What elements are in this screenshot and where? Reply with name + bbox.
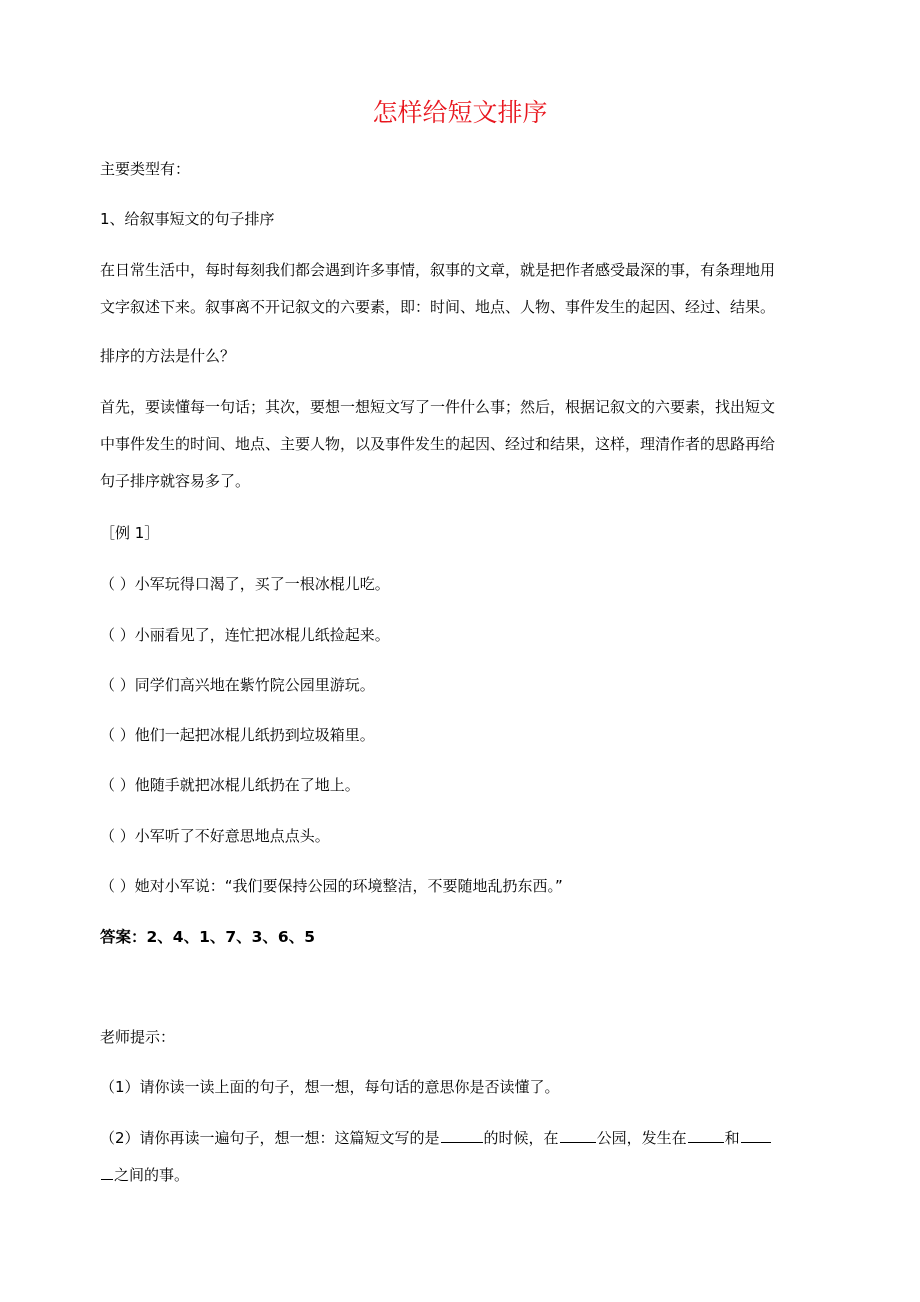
list-item: （ ）她对小军说：“我们要保持公园的环境整洁，不要随地乱扔东西。”	[100, 877, 563, 895]
tip-2-part-1: （2）请你再读一遍句子，想一想：这篇短文写的是	[100, 1129, 440, 1147]
tip-2-line-1	[100, 1126, 840, 1150]
paragraph-2-line-1: 首先，要读懂每一句话；其次，要想一想短文写了一件什么事；然后，根据记叙文的六要素，找出短文	[100, 398, 776, 416]
tip-2-part-5: 之间的事。	[114, 1166, 190, 1184]
tip-2-part-3: 公园，发生在	[596, 1129, 687, 1147]
tip-2-line-2	[100, 1163, 840, 1187]
fill-blank-person-2	[741, 1126, 771, 1143]
document-title: 怎样给短文排序	[372, 98, 548, 127]
method-question: 排序的方法是什么？	[100, 347, 236, 365]
fill-blank-time	[441, 1126, 483, 1143]
paragraph-2-line-2: 中事件发生的时间、地点、主要人物，以及事件发生的起因、经过和结果，这样，理清作者的思路再给	[100, 435, 776, 453]
tip-1: （1）请你读一读上面的句子，想一想，每句话的意思你是否读懂了。	[100, 1078, 560, 1096]
list-item: （ ）小丽看见了，连忙把冰棍儿纸捡起来。	[100, 626, 390, 644]
list-item: （ ）他随手就把冰棍儿纸扔在了地上。	[100, 776, 360, 794]
tip-2-part-4: 和	[724, 1129, 740, 1147]
list-item: （ ）他们一起把冰棍儿纸扔到垃圾箱里。	[100, 726, 375, 744]
paragraph-1-line-1: 在日常生活中，每时每刻我们都会遇到许多事情，叙事的文章，就是把作者感受最深的事，有条理地用	[100, 261, 776, 279]
tip-2-part-2: 的时候，在	[483, 1129, 559, 1147]
paragraph-2-line-3: 句子排序就容易多了。	[100, 472, 251, 490]
example-label: ［例 1］	[100, 524, 160, 542]
fill-blank-person-1	[688, 1126, 724, 1143]
list-item: （ ）同学们高兴地在紫竹院公园里游玩。	[100, 676, 375, 694]
intro-text: 主要类型有：	[100, 160, 191, 178]
list-item: （ ）小军听了不好意思地点点头。	[100, 827, 330, 845]
list-item: （ ）小军玩得口渴了，买了一根冰棍儿吃。	[100, 575, 390, 593]
fill-blank-park	[560, 1126, 596, 1143]
section-heading-1: 1、给叙事短文的句子排序	[100, 210, 275, 228]
paragraph-1-line-2: 文字叙述下来。叙事离不开记叙文的六要素，即：时间、地点、人物、事件发生的起因、经过、结果。	[100, 298, 776, 316]
answer-text: 答案：2、4、1、7、3、6、5	[100, 928, 315, 946]
fill-blank-person-2-cont	[101, 1163, 113, 1180]
teacher-tips-label: 老师提示：	[100, 1028, 176, 1046]
